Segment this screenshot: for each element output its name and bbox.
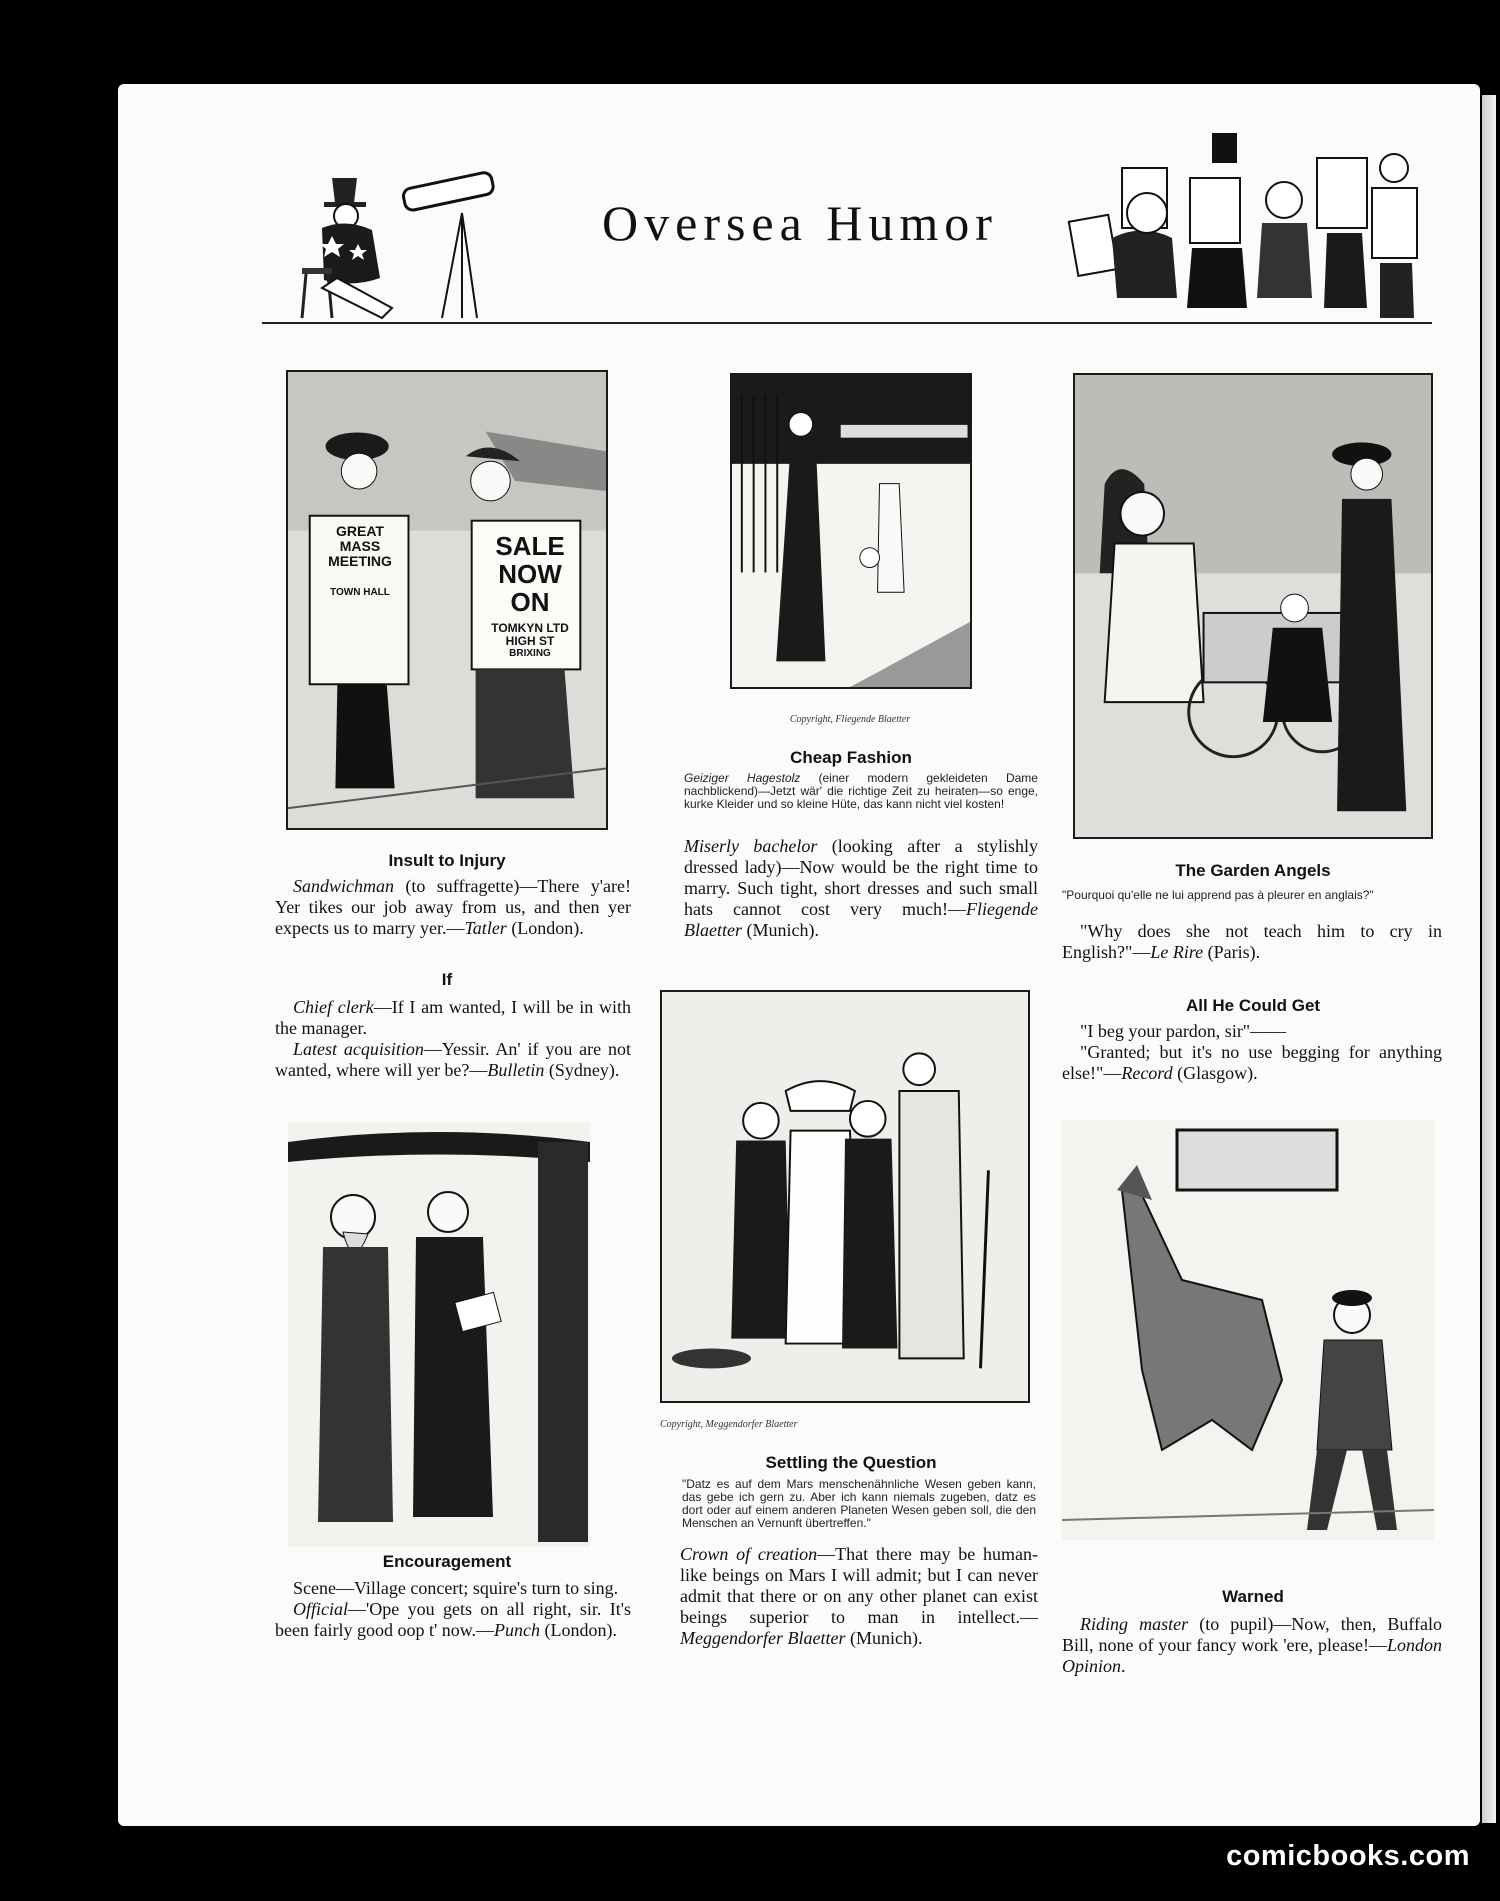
site-watermark: comicbooks.com [1226,1840,1470,1872]
if-title: If [441,970,453,989]
settling-the-question-illustration [660,990,1030,1403]
settling-copyright: Copyright, Meggendorfer Blaetter [660,1419,798,1430]
garden-angels-title: The Garden Angels [1175,861,1331,880]
settling-text: Crown of creation—That there may be human-like beings on Mars I will admit; but I can never admit that there or on any other planet can exist beings superior to man in intellect.—Meggendorfer Blaetter (Munich). [680,1544,1038,1648]
foreign-newspaper-readers-illustration [1062,128,1432,328]
cheap-fashion-illustration [730,373,972,689]
encouragement-illustration [288,1122,590,1547]
warned-illustration [1062,1120,1434,1540]
cheap-fashion-german: Geiziger Hagestolz (einer modern gekleideten Dame nachblickend)—Jetzt wär' die richtige Zeit zu heiraten—so enge, kurke Kleider und so kleine Hüte, das kann nicht viel kosten! [684,771,1038,811]
cheap-fashion-copyright: Copyright, Fliegende Blaetter [789,714,911,725]
insult-to-injury-illustration [286,370,608,830]
all-he-could-get-title: All He Could Get [1185,996,1321,1015]
cheap-fashion-title: Cheap Fashion [790,748,912,767]
all-he-could-get-text: "I beg your pardon, sir"—— "Granted; but it's no use begging for anything else!"—Record (Glasgow). [1062,1021,1442,1083]
sign-sale-now-on: SALE NOW ON TOMKYN LTD HIGH ST BRIXING [491,531,569,659]
page-header [262,118,1432,333]
insult-to-injury-title: Insult to Injury [388,851,506,870]
uncle-sam-telescope-illustration [262,158,512,328]
if-text: Chief clerk—If I am wanted, I will be in with the manager. Latest acquisition—Yessir. An' if you are not wanted, where will yer be?—Bulletin (Sydney). [275,997,631,1080]
garden-angels-illustration [1073,373,1433,839]
cheap-fashion-text: Miserly bachelor (looking after a stylishly dressed lady)—Now would be the right time to marry. Such tight, short dresses and such small hats cannot cost very much!—Fliegende Blaetter (Munich). [684,836,1039,940]
garden-angels-text: "Why does she not teach him to cry in English?"—Le Rire (Paris). [1062,921,1442,962]
encouragement-text: Scene—Village concert; squire's turn to sing. Official—'Ope you gets on all right, sir. It's been fairly good oop t' now.—Punch (London). [275,1578,631,1640]
header-ground-line [262,322,1432,324]
warned-title: Warned [1222,1587,1284,1606]
settling-the-question-title: Settling the Question [765,1453,937,1472]
settling-german: "Datz es auf dem Mars menschenähnliche Wesen geben kann, das gebe ich gern zu. Aber ich kann niemals zugeben, datz es dort oder auf einem anderen Planeten Wesen geben soll, die den Menschen an Vernunft übertreffen." [682,1477,1036,1530]
insult-to-injury-text: Sandwichman (to suffragette)—There y'are! Yer tikes our job away from us, and then yer expects us to marry yer.—Tatler (London). [275,876,631,938]
warned-text: Riding master (to pupil)—Now, then, Buffalo Bill, none of your fancy work 'ere, please!—London Opinion. [1062,1614,1442,1676]
encouragement-title: Encouragement [382,1552,512,1571]
masthead-title: Oversea Humor [602,195,998,251]
sign-great-mass-meeting: GREAT MASS MEETING TOWN HALL [328,523,392,598]
facing-page-edge [1482,95,1496,1823]
garden-angels-french: "Pourquoi qu'elle ne lui apprend pas à pleurer en anglais?" [1062,888,1374,902]
